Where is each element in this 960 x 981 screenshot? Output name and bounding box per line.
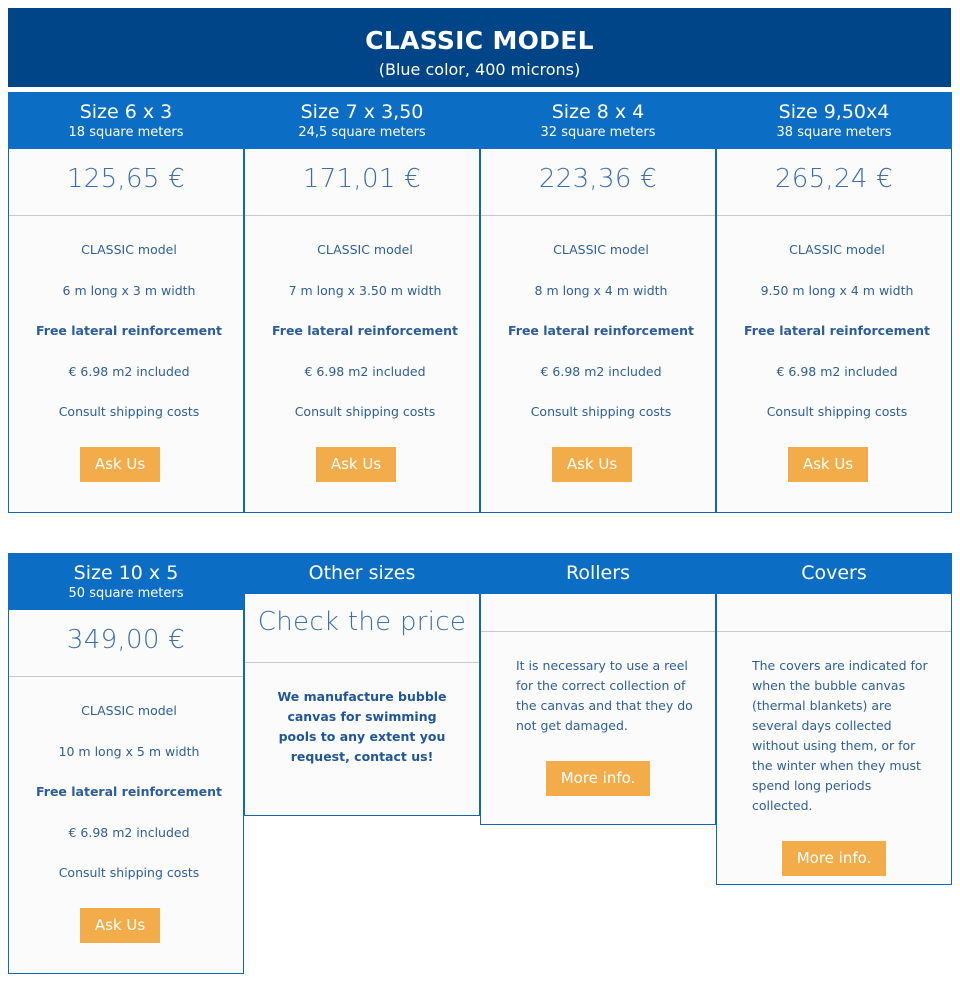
card-header [480,92,716,149]
covers-description: The covers are indicated for when the bubble canvas (thermal blankets) are several days collected without using them, or for the winter when they must spend long periods collected. [752,658,928,813]
feature-reinforcement: Free lateral reinforcement [36,323,222,338]
card-header [8,92,244,149]
feature-reinforcement: Free lateral reinforcement [36,784,222,799]
feature-reinforcement: Free lateral reinforcement [508,323,694,338]
card-price: 223,36 € [481,149,715,216]
card-area: 32 square meters [540,125,656,140]
feature-shipping: Consult shipping costs [294,404,436,419]
ask-us-button[interactable]: Ask Us [788,447,868,482]
card-divider-band [481,594,715,632]
feature-dimensions: 7 m long x 3.50 m width [288,282,442,298]
card-header [8,553,244,610]
feature-shipping: Consult shipping costs [530,404,672,419]
rollers-more-info-button[interactable]: More info. [546,761,651,796]
feature-included: € 6.98 m2 included [540,363,662,379]
card-price: 125,65 € [9,149,243,216]
card-features [9,216,243,482]
card-title: Covers [801,562,867,584]
feature-shipping: Consult shipping costs [766,404,908,419]
card-area: 50 square meters [68,586,184,601]
card-title: Rollers [566,562,630,584]
feature-dimensions: 9.50 m long x 4 m width [760,282,914,298]
card-header [716,92,952,149]
card-size-name: Size 10 x 5 [73,562,179,584]
card-price: 349,00 € [9,610,243,677]
card-features [9,677,243,943]
card-size-name: Size 9,50x4 [778,101,890,123]
model-subtitle: (Blue color, 400 microns) [378,60,581,79]
feature-model: CLASSIC model [789,242,885,257]
card-price: 171,01 € [245,149,479,216]
feature-model: CLASSIC model [81,242,177,257]
feature-model: CLASSIC model [553,242,649,257]
card-divider-band [717,594,951,632]
feature-model: CLASSIC model [81,703,177,718]
card-header [716,553,952,594]
feature-included: € 6.98 m2 included [68,363,190,379]
ask-us-button[interactable]: Ask Us [552,447,632,482]
card-header [244,92,480,149]
check-price-heading: Check the price [245,594,479,663]
feature-included: € 6.98 m2 included [68,824,190,840]
card-area: 18 square meters [68,125,184,140]
model-banner [8,8,951,87]
feature-dimensions: 10 m long x 5 m width [58,743,200,759]
rollers-description: It is necessary to use a reel for the correct collection of the canvas and that they do not get damaged. [516,658,693,733]
card-area: 24,5 square meters [298,125,426,140]
feature-shipping: Consult shipping costs [58,865,200,880]
ask-us-button[interactable]: Ask Us [316,447,396,482]
feature-included: € 6.98 m2 included [776,363,898,379]
card-size-name: Size 8 x 4 [551,101,645,123]
other-sizes-card [244,553,480,816]
covers-more-info-button[interactable]: More info. [782,841,887,876]
ask-us-button[interactable]: Ask Us [80,908,160,943]
feature-reinforcement: Free lateral reinforcement [272,323,458,338]
card-area: 38 square meters [776,125,892,140]
feature-reinforcement: Free lateral reinforcement [744,323,930,338]
feature-dimensions: 6 m long x 3 m width [62,282,196,298]
card-header [480,553,716,594]
price-card-size-6x3 [8,92,244,513]
card-price: 265,24 € [717,149,951,216]
card-size-name: Size 6 x 3 [79,101,173,123]
card-header [244,553,480,594]
price-card-size-9-50x4 [716,92,952,513]
model-title: CLASSIC MODEL [365,26,594,55]
card-size-name: Size 7 x 3,50 [300,101,424,123]
card-features [245,216,479,482]
card-features [481,216,715,482]
other-sizes-description: We manufacture bubble canvas for swimming pools to any extent you request, contact us! [277,689,447,764]
price-card-size-7x3-50 [244,92,480,513]
feature-model: CLASSIC model [317,242,413,257]
feature-shipping: Consult shipping costs [58,404,200,419]
covers-card [716,553,952,885]
price-card-size-10x5 [8,553,244,974]
card-features [717,216,951,482]
price-card-size-8x4 [480,92,716,513]
rollers-card [480,553,716,825]
ask-us-button[interactable]: Ask Us [80,447,160,482]
card-title: Other sizes [308,562,416,584]
feature-included: € 6.98 m2 included [304,363,426,379]
feature-dimensions: 8 m long x 4 m width [534,282,668,298]
